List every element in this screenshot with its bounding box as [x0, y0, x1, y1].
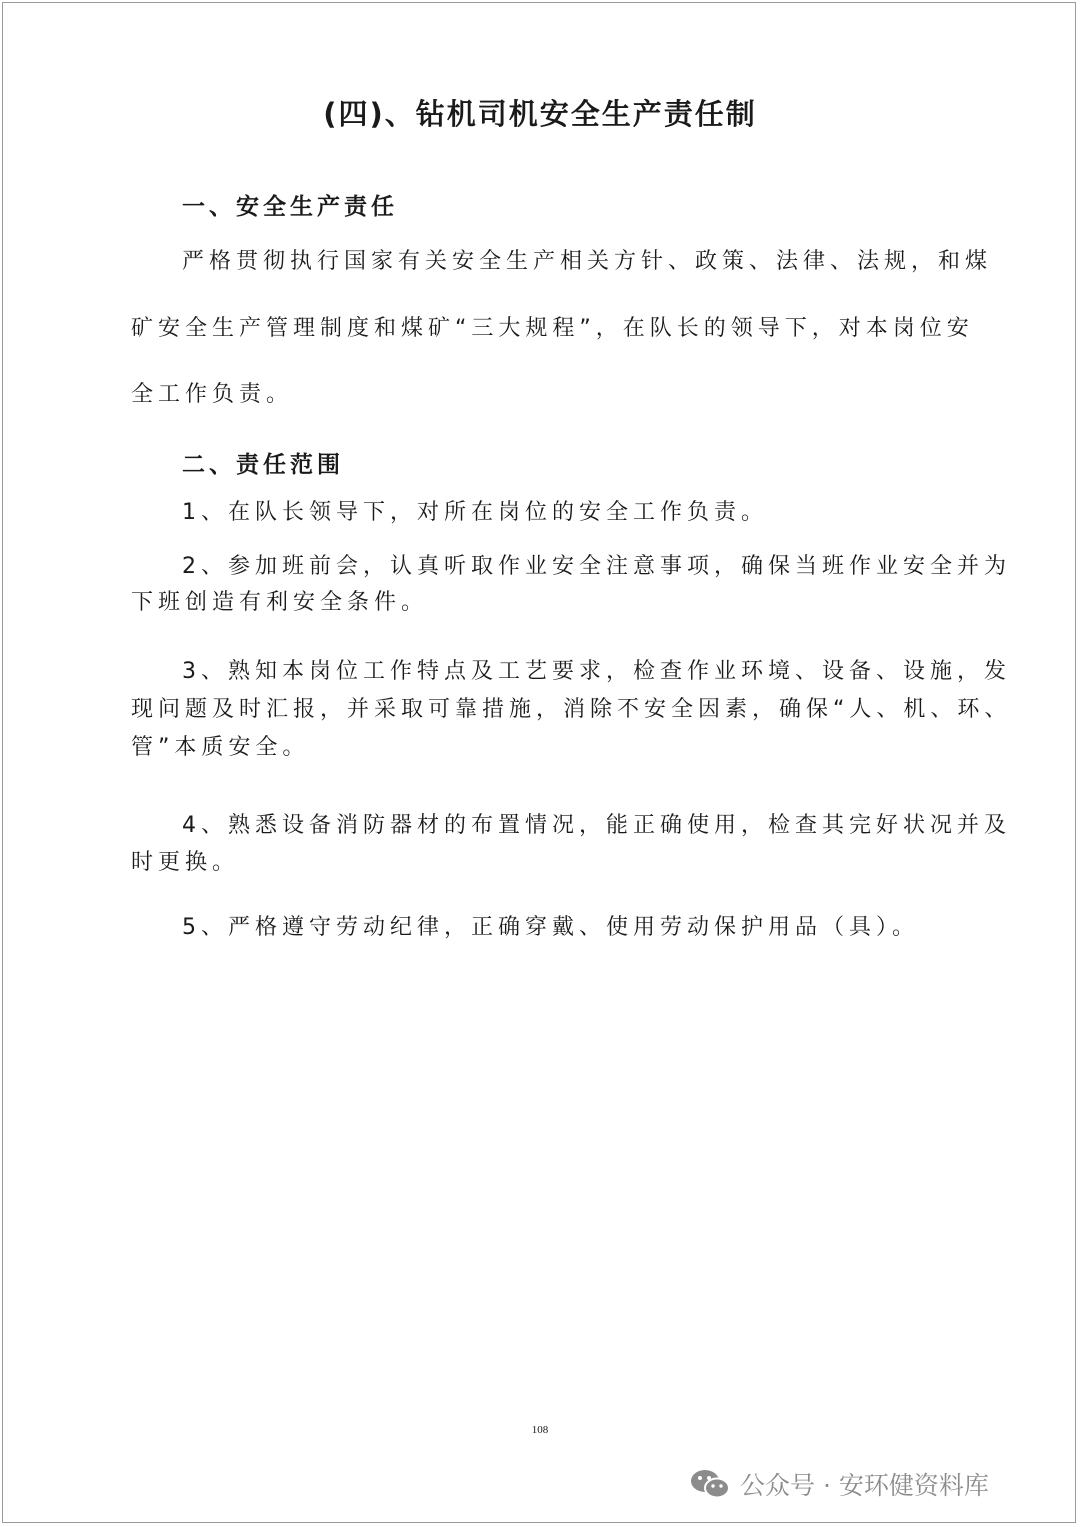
- list-item-5: 5、严格遵守劳动纪律，正确穿戴、使用劳动保护用品（具）。: [182, 915, 919, 940]
- list-item-2: 2、参加班前会，认真听取作业安全注意事项，确保当班作业安全并为: [182, 554, 1011, 579]
- paragraph-line: 严格贯彻执行国家有关安全生产相关方针、政策、法律、法规，和煤: [182, 249, 993, 274]
- list-item-4-continuation: 时更换。: [131, 850, 240, 875]
- paragraph-line: 全工作负责。: [131, 382, 294, 407]
- page-number: 108: [531, 1424, 549, 1436]
- list-item-1: 1、在队长领导下，对所在岗位的安全工作负责。: [182, 500, 768, 525]
- section-heading-responsibility-scope: 二、责任范围: [182, 452, 344, 478]
- list-item-3-continuation: 管”本质安全。: [131, 735, 310, 760]
- section-heading-safety-responsibility: 一、安全生产责任: [182, 194, 398, 220]
- watermark-text: 公众号 · 安环健资料库: [740, 1471, 989, 1500]
- list-item-3: 3、熟知本岗位工作特点及工艺要求，检查作业环境、设备、设施，发: [182, 659, 1011, 684]
- watermark: [688, 1464, 989, 1504]
- document-title: (四)、钻机司机安全生产责任制: [323, 97, 757, 131]
- list-item-3-continuation: 现问题及时汇报，并采取可靠措施，消除不安全因素，确保“人、机、环、: [131, 697, 1012, 722]
- list-item-4: 4、熟悉设备消防器材的布置情况，能正确使用，检查其完好状况并及: [182, 813, 1011, 838]
- list-item-2-continuation: 下班创造有利安全条件。: [131, 590, 429, 615]
- paragraph-line: 矿安全生产管理制度和煤矿“三大规程”，在队长的领导下，对本岗位安: [131, 316, 974, 341]
- wechat-icon: [688, 1467, 732, 1501]
- page-border: [2, 2, 1076, 1523]
